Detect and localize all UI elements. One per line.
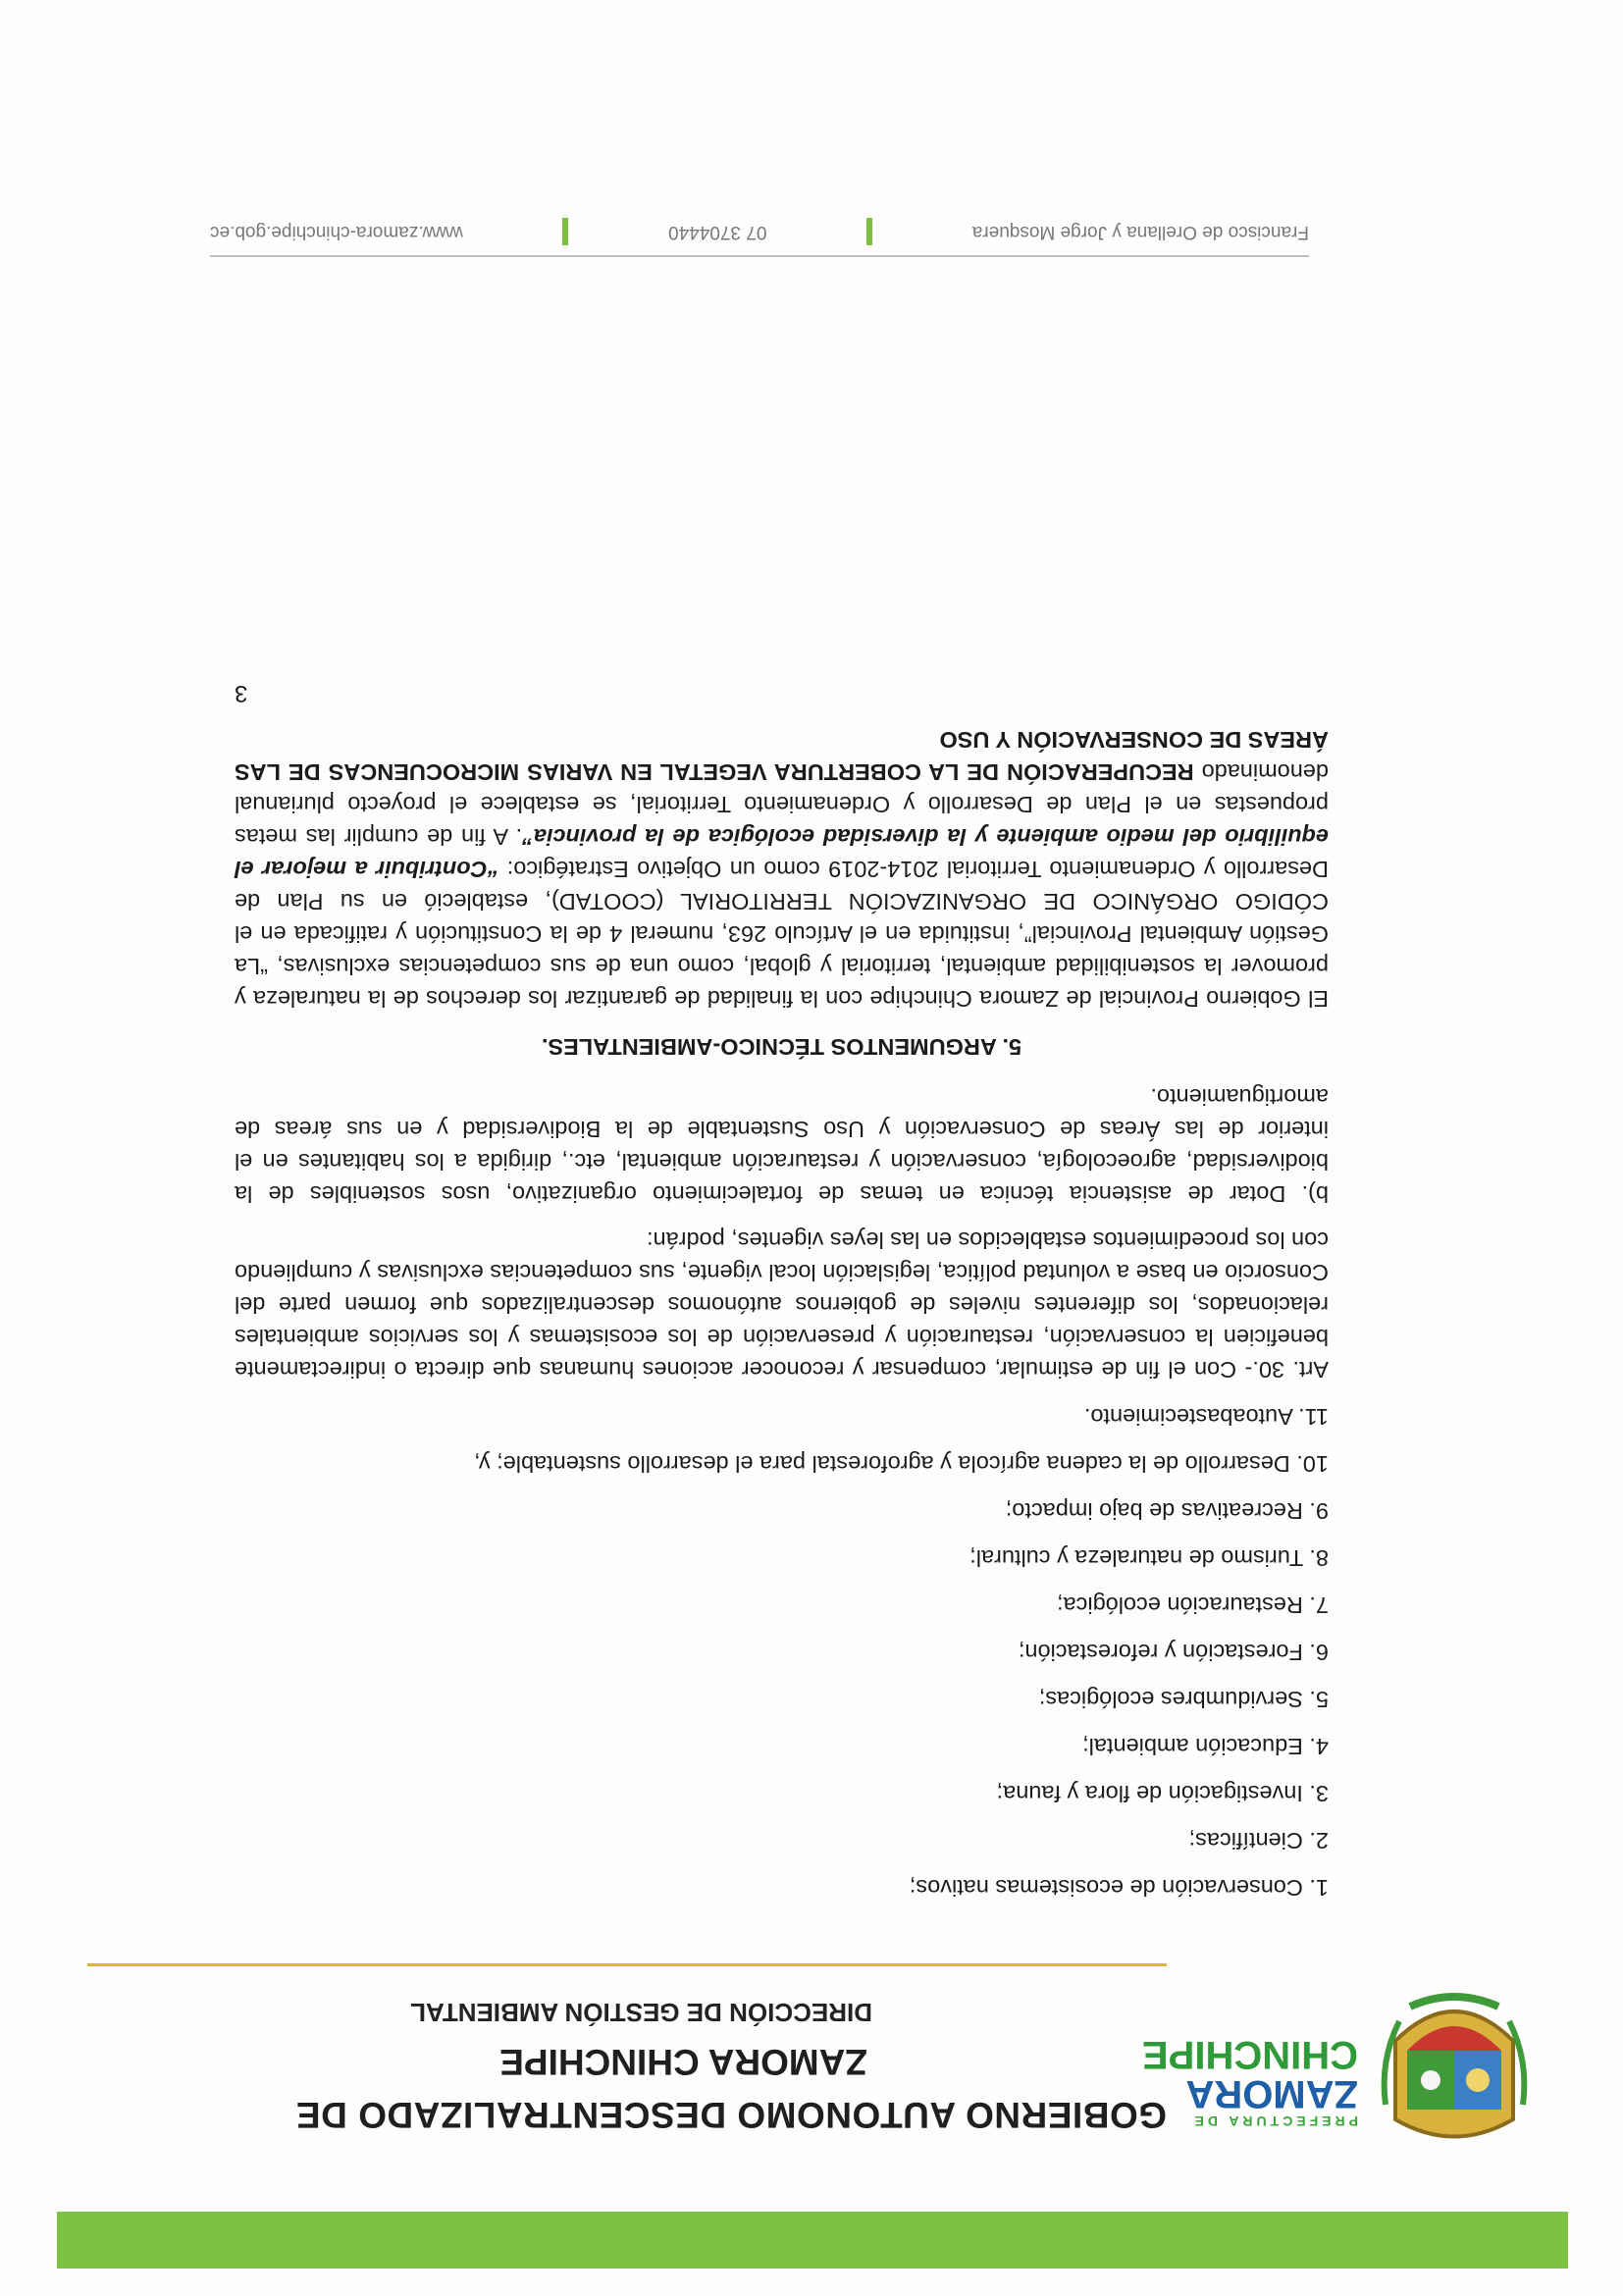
list-item: 3. Investigación de flora y fauna;: [996, 1781, 1329, 1806]
paragraph-text-tail: . A fin de cumplir las metas propuestas en el Plan de Desarrollo y Ordenamiento Territorial, se establece el proyecto plurianual denominado: [235, 759, 1329, 850]
letterhead: [82, 1933, 1554, 2159]
logo-wordmark: [1142, 2035, 1358, 2129]
list-item: 11. Autoabastecimiento.: [1083, 1404, 1329, 1430]
green-header-bar: [57, 2212, 1568, 2269]
item-b: b). Dotar de asistencia técnica en temas de fortalecimiento organizativo, usos sostenibles de la biodiversidad, agroecología, conservación y restauración ambiental, etc., dirigida a los habitantes en el interior de las Áreas de Conservación y Uso Sustentable de la Biodiversidad y en sus áreas de amortiguamiento.: [235, 1084, 1329, 1207]
list-item: 8. Turismo de naturaleza y cultural;: [969, 1545, 1329, 1571]
institution-title: GOBIERNO AUTONOMO DESCENTRALIZADO DE: [295, 2095, 1167, 2135]
list-item: 5. Servidumbres ecológicas;: [1038, 1687, 1329, 1712]
logo-zamora: ZAMORA: [1185, 2072, 1358, 2115]
document-body: [235, 677, 1329, 1904]
list-item: 2. Científicas;: [1188, 1828, 1329, 1853]
department-name: DIRECCIÓN DE GESTIÓN AMBIENTAL: [410, 1998, 872, 2027]
footer-separator: [562, 218, 568, 245]
header-divider: [87, 1963, 1167, 1966]
list-item: 10. Desarrollo de la cadena agrícola y agroforestal para el desarrollo sustentable; y,: [474, 1451, 1329, 1477]
logo-chinchipe: CHINCHIPE: [1141, 2033, 1358, 2076]
paragraph-text: El Gobierno Provincial de Zamora Chinchipe con la finalidad de garantizar los derechos de la naturaleza y promover la sostenibilidad ambiental, territorial y global, como una de sus competencias exclusivas, “La Gestión Ambiental Provincial”, instituida en el Artículo 263, numeral 4 de la Constitución y ratificada en el CÓDIGO ORGÁNICO DE ORGANIZACIÓN TERRITORIAL (COOTAD), estableció en su Plan de Desarrollo y Ordenamiento Territorial 2014-2019 como un Objetivo Estratégico:: [235, 857, 1329, 1012]
footer: [210, 218, 1309, 257]
page-number: 3: [235, 680, 248, 706]
list-item: 4. Educación ambiental;: [1082, 1734, 1329, 1759]
footer-address: Francisco de Orellana y Jorge Mosquera: [971, 222, 1309, 242]
list-item: 7. Restauración ecológica;: [1057, 1592, 1329, 1618]
list-item: 1. Conservación de ecosistemas nativos;: [909, 1875, 1329, 1901]
project-name: RECUPERACIÓN DE LA COBERTURA VEGETAL EN VARIAS MICROCUENCAS DE LAS ÁREAS DE CONSERVACIÓN Y USO: [235, 727, 1329, 785]
strategic-objective-quote: “Contribuir a mejorar el equilibrio del medio ambiente y la diversidad ecológica de la provincia”: [234, 824, 1329, 882]
footer-website[interactable]: www.zamora-chinchipe.gob.ec: [210, 222, 463, 242]
paragraph-technical: [235, 723, 1329, 1015]
logo-prefectura: PREFECTURA DE: [1190, 2113, 1358, 2129]
list-item: 9. Recreativas de bajo impacto;: [1005, 1498, 1329, 1524]
section-heading: 5. ARGUMENTOS TÉCNICO-AMBIENTALES.: [541, 1034, 1022, 1060]
article-30: Art. 30.- Con el fin de estimular, compensar y reconocer acciones humanas que directa o indirectamente beneficien la conservación, restauración y preservación de los ecosistemas y los servicios ambientales relacionados, los diferentes niveles de gobiernos autónomos descentralizados que formen parte del Consorcio en base a voluntad política, legislación local vigente, sus competencias exclusivas y cumpliendo con los procedimientos establecidos en las leyes vigentes, podrán:: [235, 1227, 1329, 1383]
institution-title-line2: ZAMORA CHINCHIPE: [499, 2042, 867, 2082]
coat-of-arms-icon: [1376, 1982, 1533, 2149]
footer-phone: 07 3704440: [668, 222, 767, 242]
footer-separator: [866, 218, 872, 245]
list-item: 6. Forestación y reforestación;: [1018, 1640, 1329, 1665]
